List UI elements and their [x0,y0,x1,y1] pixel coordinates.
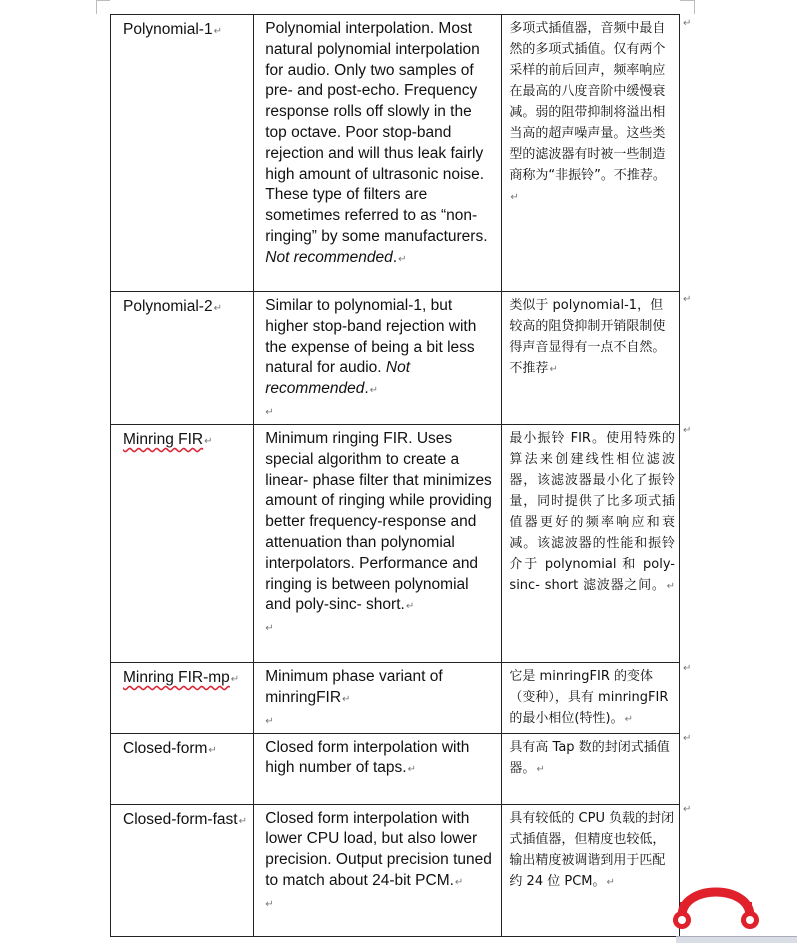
filter-name: Minring FIR-mp [123,668,230,686]
chinese-description: 具有高 Tap 数的封闭式插值器。 [509,739,670,776]
english-description-cell: Closed form interpolation with lower CPU load, but also lower precision. Output precision tuned to match about 24-bit PCM.↵ ↵ [254,804,502,936]
row-end-mark: ↵ [683,804,692,815]
english-description: Closed form interpolation with high number of taps. [265,738,470,777]
crop-mark-left-v [96,0,97,14]
chinese-description-cell: 具有高 Tap 数的封闭式插值器。↵ [502,733,680,804]
english-description: Minimum phase variant of minringFIR [265,667,443,706]
filter-name-cell: Closed-form↵ [111,733,254,804]
english-description-cell: Polynomial interpolation. Most natural polynomial interpolation for audio. Only two samples of pre- and post-echo. Frequency response rolls off slowly in the top octave. Poor stop-band rejection and will thus leak fairly high amount of ultrasonic noise. These type of filters are sometimes referred to as “non-ringing” by some manufacturers. Not recommended.↵ [254,15,502,292]
filter-name-cell: Minring FIR↵ [111,424,254,662]
chinese-description-cell: 具有较低的 CPU 负载的封闭式插值器，但精度也较低，输出精度被调谐到用于匹配约 24 位 PCM。↵ [502,804,680,936]
english-description-cell: Minimum ringing FIR. Uses special algorithm to create a linear- phase filter that minimizes amount of ringing while providing better frequency-response and attenuation than polynomial interpolators. Performance and ringing is between polynomial and poly-sinc- short.↵ ↵ [254,424,502,662]
filter-name: Polynomial-1 [123,21,213,38]
filter-table [110,14,680,937]
table-row [111,662,680,733]
crop-mark-left [96,0,110,1]
recommendation-note: Not recommended [265,359,411,398]
english-description-cell: Similar to polynomial-1, but higher stop-band rejection with the expense of being a bit less natural for audio. Not recommended.↵ ↵ [254,292,502,425]
table-row [111,424,680,662]
filter-name: Polynomial-2 [123,298,213,315]
row-end-mark: ↵ [683,18,692,29]
chinese-description: 类似于 polynomial-1，但较高的阻贷抑制开销限制使得声音显得有一点不自然。不推荐 [509,298,666,376]
crop-mark-right-v [694,0,695,14]
row-end-mark: ↵ [683,425,692,436]
row-end-mark: ↵ [683,663,692,674]
table-row [111,292,680,425]
chinese-description-cell: 多项式插值器，音频中最自然的多项式插值。仅有两个采样的前后回声，频率响应在最高的八度音阶中缓慢衰减。弱的阻带抑制将溢出相当高的超声噪声量。这些类型的滤波器有时被一些制造商称为“非振铃”。不推荐。↵ [502,15,680,292]
table-row [111,733,680,804]
filter-name-cell: Closed-form-fast↵ [111,804,254,936]
english-description-cell: Minimum phase variant of minringFIR↵ ↵ [254,662,502,733]
filter-name: Closed-form [123,739,208,757]
english-description: Polynomial interpolation. Most natural polynomial interpolation for audio. Only two samples of pre- and post-echo. Frequency response rolls off slowly in the top octave. Poor stop-band rejection and will thus leak fairly high amount of ultrasonic noise. These type of filters are sometimes referred to as “non-ringing” by some manufacturers. [265,20,488,245]
row-end-mark: ↵ [683,294,692,305]
english-description: Minimum ringing FIR. Uses special algorithm to create a linear- phase filter that minimizes amount of ringing while providing better frequency-response and attenuation than polynomial interpolators. Performance and ringing is between polynomial and poly-sinc- short. [265,429,492,614]
chinese-description: 具有较低的 CPU 负载的封闭式插值器，但精度也较低，输出精度被调谐到用于匹配约 24 位 PCM。 [509,810,675,889]
chinese-description: 它是 minringFIR 的变体（变种），具有 minringFIR 的最小相位(特性)。 [509,668,669,726]
table-row [111,804,680,936]
headphones-logo-icon [666,872,766,942]
chinese-description-cell: 类似于 polynomial-1，但较高的阻贷抑制开销限制使得声音显得有一点不自然。不推荐↵ [502,292,680,425]
row-end-mark: ↵ [683,733,692,744]
filter-name: Minring FIR [123,430,204,448]
english-description: Similar to polynomial-1, but higher stop-band rejection with the expense of being a bit less natural for audio. [265,297,477,377]
chinese-description-cell: 最小振铃 FIR。使用特殊的算法来创建线性相位滤波器，该滤波器最小化了振铃量，同时提供了比多项式插值器更好的频率响应和衰减。该滤波器的性能和振铃介于 polynomial 和 poly-sinc- short 滤波器之间。↵ [502,424,680,662]
recommendation-note: Not recommended [265,248,393,266]
chinese-description: 最小振铃 FIR。使用特殊的算法来创建线性相位滤波器，该滤波器最小化了振铃量，同时提供了比多项式插值器更好的频率响应和衰减。该滤波器的性能和振铃介于 polynomial 和 poly-sinc- short 滤波器之间。 [509,430,675,593]
filter-name-cell: Polynomial-1↵ [111,15,254,292]
chinese-description-cell: 它是 minringFIR 的变体（变种），具有 minringFIR 的最小相位(特性)。↵ [502,662,680,733]
crop-mark-right [680,0,694,1]
english-description: Closed form interpolation with lower CPU load, but also lower precision. Output precision tuned to match about 24-bit PCM. [265,809,492,889]
filter-name-cell: Minring FIR-mp↵ [111,662,254,733]
chinese-description: 多项式插值器，音频中最自然的多项式插值。仅有两个采样的前后回声，频率响应在最高的八度音阶中缓慢衰减。弱的阻带抑制将溢出相当高的超声噪声量。这些类型的滤波器有时被一些制造商称为“非振铃”。不推荐。 [509,21,666,183]
filter-name: Closed-form-fast [123,810,238,828]
table-row [111,15,680,292]
filter-name-cell: Polynomial-2↵ [111,292,254,425]
english-description-cell: Closed form interpolation with high number of taps.↵ [254,733,502,804]
